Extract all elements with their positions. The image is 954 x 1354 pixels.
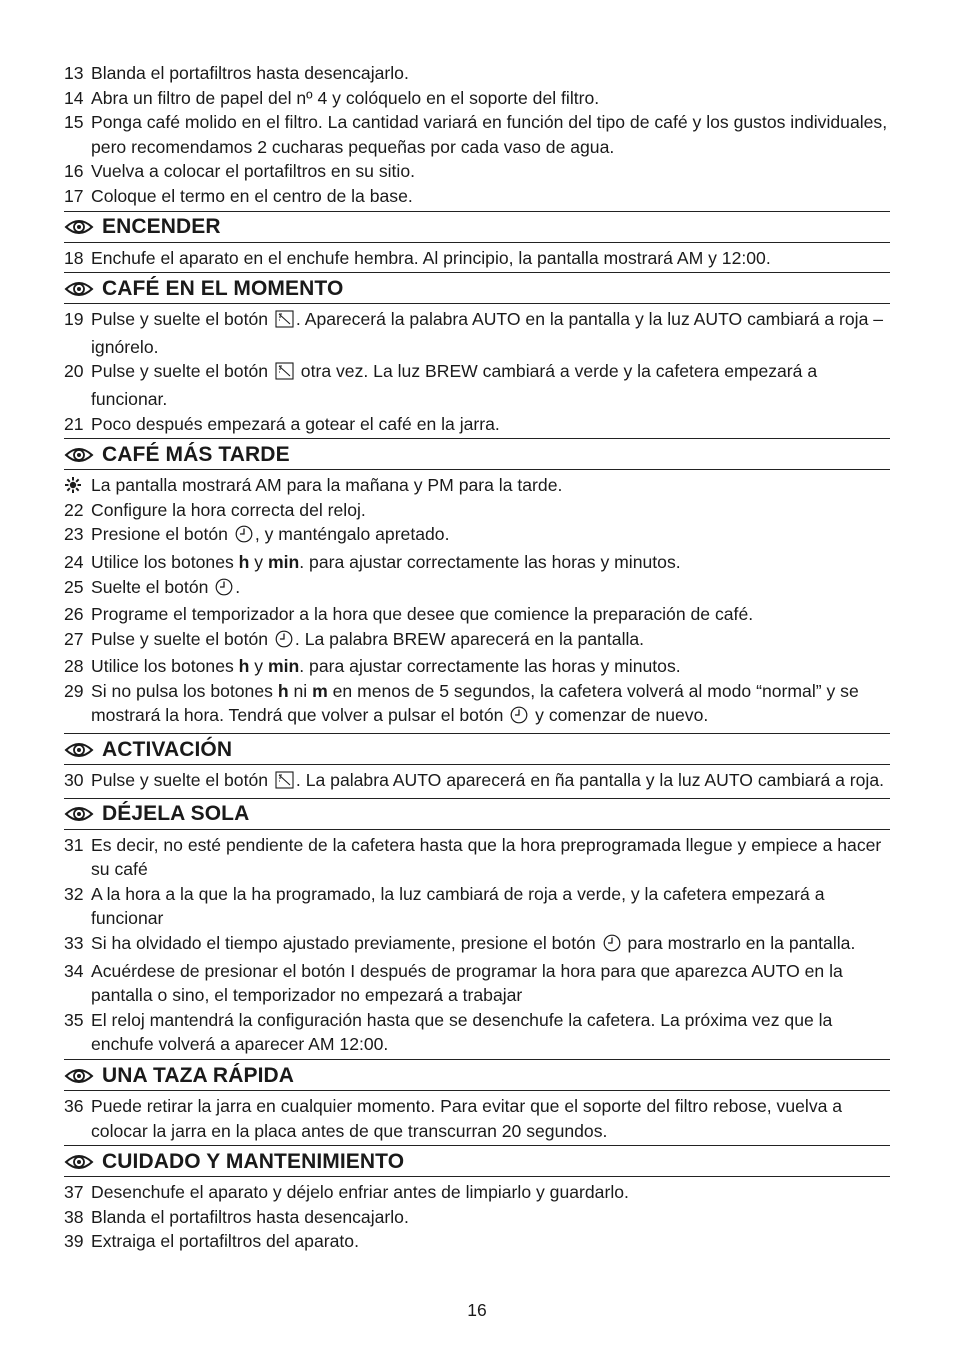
instruction-item <box>64 61 890 86</box>
bold-text: min <box>268 551 300 572</box>
section-heading-title: DÉJELA SOLA <box>102 802 250 826</box>
item-number: 15 <box>64 112 84 133</box>
item-text: Acuérdese de presionar el botón I después de programar la hora para que aparezca AUTO en la pantalla o sino, el temporizador no empezará a trabajar <box>91 960 843 1006</box>
item-text: Puede retirar la jarra en cualquier momento. Para evitar que el soporte del filtro rebose, vuelva a colocar la jarra en la placa antes de que transcurran 20 segundos. <box>91 1096 843 1141</box>
item-text: en menos de 5 segundos, la cafetera volverá al modo “normal” y se mostrará la hora. Tendrá que volver a pulsar el botón <box>91 680 859 726</box>
item-text: . La palabra AUTO aparecerá en ña pantalla y la luz AUTO cambiará a roja. <box>295 770 885 791</box>
item-number: 25 <box>64 576 84 597</box>
item-number: 37 <box>64 1182 84 1203</box>
item-number: 32 <box>64 883 84 904</box>
item-text: El reloj mantendrá la configuración hasta que se desenchufe la cafetera. La próxima vez que la enchufe volverá a aparecer AM 12:00. <box>91 1009 833 1055</box>
item-text: Poco después empezará a gotear el café en la jarra. <box>91 413 500 434</box>
item-text: Suelte el botón <box>91 576 214 597</box>
section-heading-title: UNA TAZA RÁPIDA <box>102 1063 295 1087</box>
item-text: y comenzar de nuevo. <box>530 705 709 726</box>
instruction-item <box>64 882 890 931</box>
instruction-item <box>64 246 890 271</box>
item-number: 19 <box>64 309 84 330</box>
instructions-content <box>64 61 890 1254</box>
item-number: 14 <box>64 87 84 108</box>
item-number: 23 <box>64 524 84 545</box>
instruction-item <box>64 1205 890 1230</box>
instruction-item <box>64 654 890 679</box>
eye-icon <box>64 445 94 465</box>
item-text: y <box>249 551 268 572</box>
section-heading-title: CUIDADO Y MANTENIMIENTO <box>102 1149 405 1173</box>
item-number: 30 <box>64 770 84 791</box>
section-heading <box>64 1145 890 1177</box>
instruction-item <box>64 473 890 498</box>
bold-text: h <box>238 551 250 572</box>
eye-icon <box>64 1152 94 1172</box>
instruction-item <box>64 522 890 550</box>
item-text: Pulse y suelte el botón <box>91 361 273 382</box>
item-number: 22 <box>64 499 84 520</box>
auto-button-icon <box>275 771 294 796</box>
item-number: 13 <box>64 63 84 83</box>
item-text: Blanda el portafiltros hasta desencajarlo. <box>91 63 409 83</box>
item-number: 20 <box>64 361 84 382</box>
item-number: 21 <box>64 413 84 434</box>
item-text: Utilice los botones <box>91 551 239 572</box>
instruction-item <box>64 159 890 184</box>
item-number: 33 <box>64 933 84 954</box>
instruction-item <box>64 110 890 159</box>
item-number: 31 <box>64 834 84 855</box>
instruction-item <box>64 498 890 523</box>
item-text: para mostrarlo en la pantalla. <box>622 933 856 954</box>
item-text: Utilice los botones <box>91 656 239 677</box>
item-text: Programe el temporizador a la hora que desee que comience la preparación de café. <box>91 604 754 625</box>
item-text: La pantalla mostrará AM para la mañana y PM para la tarde. <box>91 475 563 496</box>
bold-text: h <box>238 656 250 677</box>
instruction-item <box>64 550 890 575</box>
instruction-item <box>64 931 890 959</box>
item-text: Enchufe el aparato en el enchufe hembra. Al principio, la pantalla mostrará AM y 12:00. <box>91 247 771 268</box>
instruction-item <box>64 1229 890 1254</box>
item-text: A la hora a la que la ha programado, la luz cambiará de roja a verde, y la cafetera empezará a funcionar <box>91 883 825 929</box>
instruction-item <box>64 1008 890 1057</box>
bold-text: m <box>312 680 328 701</box>
instruction-item <box>64 768 890 796</box>
section-heading-title: ACTIVACIÓN <box>102 737 233 761</box>
item-text: . La palabra BREW aparecerá en la pantalla. <box>294 628 645 649</box>
item-number: 24 <box>64 551 84 572</box>
clock-icon <box>275 630 293 655</box>
item-text: Configure la hora correcta del reloj. <box>91 499 366 520</box>
section-heading <box>64 798 890 830</box>
item-number: 18 <box>64 247 84 268</box>
item-number: 28 <box>64 656 84 677</box>
instruction-item <box>64 307 890 359</box>
item-text: Si no pulsa los botones <box>91 680 278 701</box>
item-number: 36 <box>64 1096 84 1116</box>
section-heading-title: CAFÉ EN EL MOMENTO <box>102 276 344 300</box>
section-heading-title: ENCENDER <box>102 215 221 239</box>
clock-icon <box>215 578 233 603</box>
eye-icon <box>64 740 94 760</box>
item-text: Presione el botón <box>91 524 233 545</box>
item-text: Pulse y suelte el botón <box>91 309 273 330</box>
item-number: 16 <box>64 161 84 182</box>
item-number: 38 <box>64 1206 84 1227</box>
section-heading <box>64 733 890 765</box>
instruction-item <box>64 602 890 627</box>
eye-icon <box>64 1066 94 1086</box>
eye-icon <box>64 217 94 237</box>
item-text: Es decir, no esté pendiente de la cafetera hasta que la hora preprogramada llegue y empiece a hacer su café <box>91 834 882 880</box>
instruction-item <box>64 359 890 411</box>
instruction-item <box>64 1180 890 1205</box>
item-number: 34 <box>64 960 84 981</box>
auto-button-icon <box>275 362 294 387</box>
bold-text: min <box>268 656 300 677</box>
instruction-item <box>64 679 890 731</box>
instruction-item <box>64 86 890 111</box>
item-text: Pulse y suelte el botón <box>91 770 273 791</box>
item-text: Abra un filtro de papel del nº 4 y colóquelo en el soporte del filtro. <box>91 87 600 108</box>
item-text: ni <box>288 680 313 701</box>
item-text: Vuelva a colocar el portafiltros en su sitio. <box>91 161 416 182</box>
instruction-item <box>64 575 890 603</box>
item-text: Blanda el portafiltros hasta desencajarlo. <box>91 1206 409 1227</box>
clock-icon <box>235 525 253 550</box>
section-heading <box>64 211 890 243</box>
item-text: . para ajustar correctamente las horas y minutos. <box>299 656 681 677</box>
item-text: . para ajustar correctamente las horas y minutos. <box>299 551 681 572</box>
instruction-item <box>64 412 890 437</box>
bold-text: h <box>277 680 289 701</box>
section-heading-title: CAFÉ MÁS TARDE <box>102 442 290 466</box>
instruction-item <box>64 627 890 655</box>
item-text: Ponga café molido en el filtro. La cantidad variará en función del tipo de café y los gustos individuales, pero recomendamos 2 cucharas pequeñas por cada vaso de agua. <box>91 112 888 157</box>
item-text: Desenchufe el aparato y déjelo enfriar antes de limpiarlo y guardarlo. <box>91 1182 629 1203</box>
item-text: , y manténgalo apretado. <box>254 524 450 545</box>
eye-icon <box>64 804 94 824</box>
section-heading <box>64 438 890 470</box>
item-number: 35 <box>64 1009 84 1030</box>
item-number: 26 <box>64 604 84 625</box>
item-text: Extraiga el portafiltros del aparato. <box>91 1231 359 1252</box>
eye-icon <box>64 279 94 299</box>
item-number: 27 <box>64 628 84 649</box>
clock-icon <box>510 706 528 731</box>
auto-button-icon <box>275 310 294 335</box>
item-number: 17 <box>64 185 84 206</box>
section-heading <box>64 272 890 304</box>
instruction-item <box>64 1094 890 1143</box>
clock-icon <box>603 934 621 959</box>
item-text: . Aparecerá la palabra AUTO en la pantalla y la luz AUTO cambiará a roja – ignórelo. <box>91 309 884 357</box>
item-text: Coloque el termo en el centro de la base. <box>91 185 413 206</box>
instruction-item <box>64 833 890 882</box>
item-text: otra vez. La luz BREW cambiará a verde y la cafetera empezará a funcionar. <box>91 361 818 409</box>
item-text: . <box>235 576 241 597</box>
item-text: y <box>249 656 268 677</box>
item-text: Si ha olvidado el tiempo ajustado previamente, presione el botón <box>91 933 601 954</box>
item-number: 39 <box>64 1231 84 1252</box>
item-number: 29 <box>64 680 84 701</box>
section-heading <box>64 1059 890 1091</box>
instruction-item <box>64 959 890 1008</box>
item-text: Pulse y suelte el botón <box>91 628 273 649</box>
page-number: 16 <box>467 1300 487 1320</box>
instruction-item <box>64 184 890 209</box>
